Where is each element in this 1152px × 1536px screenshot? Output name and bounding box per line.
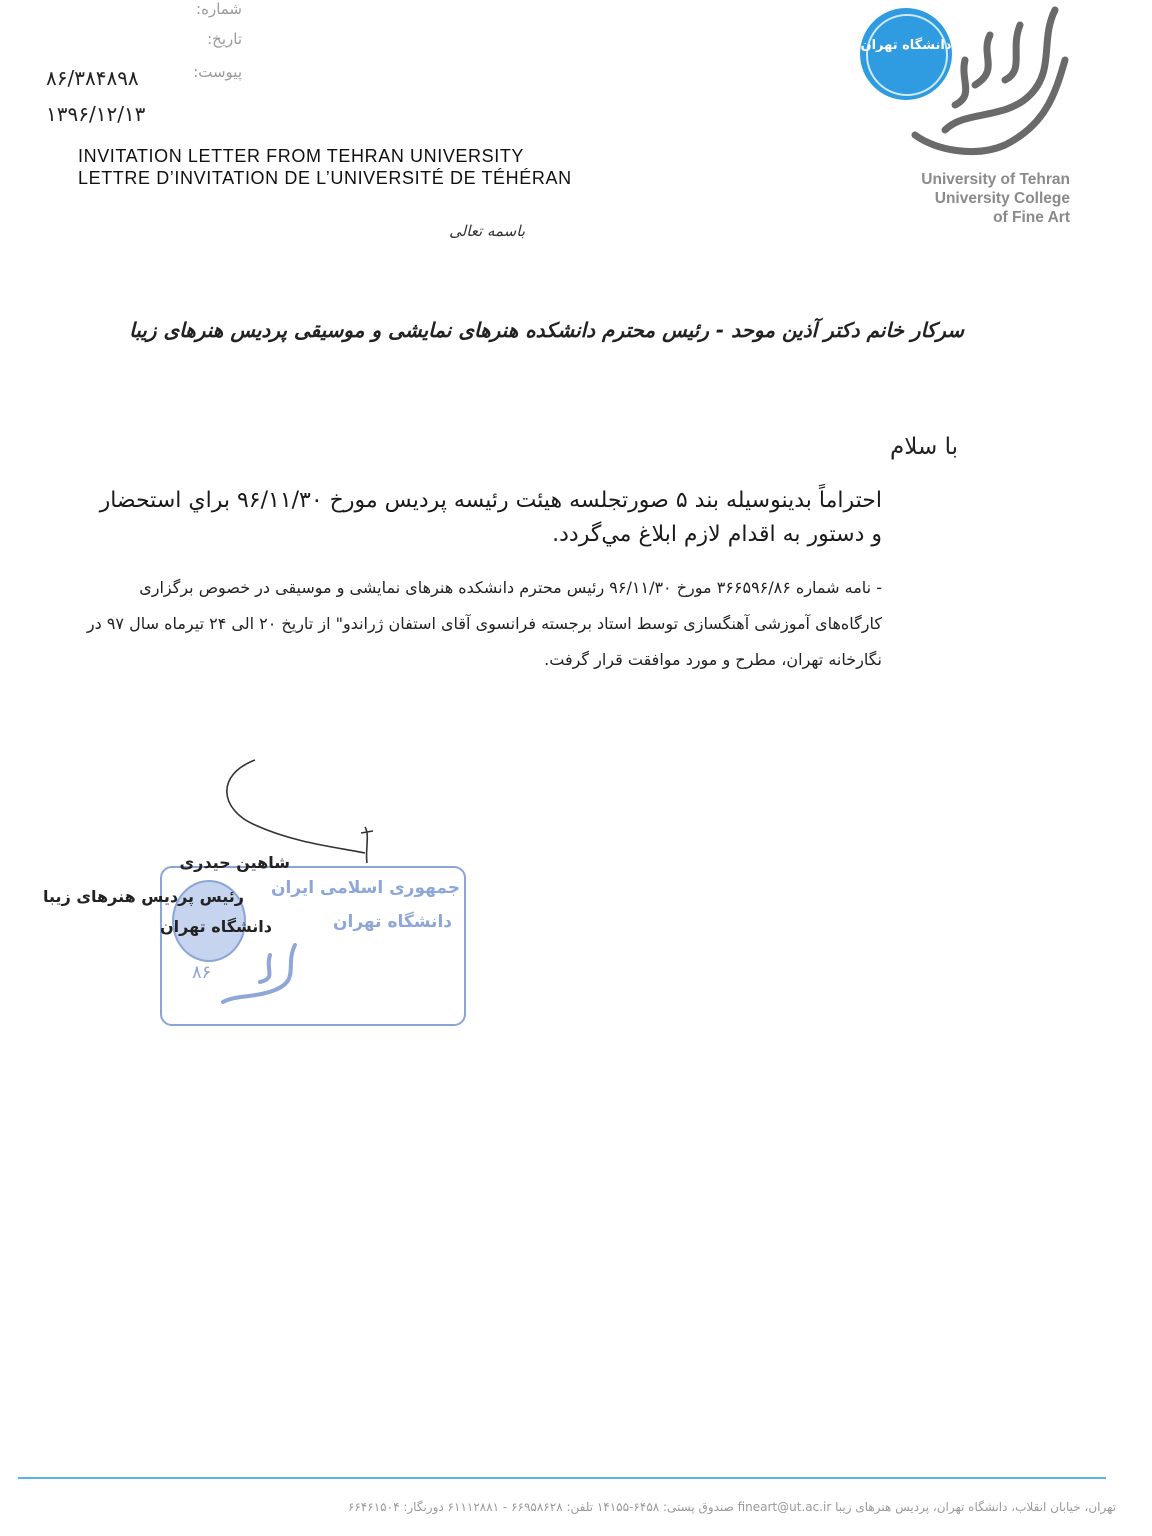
stamp-number: ۸۶ bbox=[192, 962, 212, 983]
university-name-line3: of Fine Art bbox=[993, 209, 1070, 226]
signatory-org: دانشگاه تهران bbox=[160, 917, 272, 936]
university-name-line1: University of Tehran bbox=[921, 171, 1070, 188]
stamp-text-line1: جمهوری اسلامی ایران bbox=[270, 878, 460, 898]
greeting: با سلام bbox=[890, 434, 958, 460]
footer-address: تهران، خیابان انقلاب، دانشگاه تهران، پردیس هنرهای زیبا fineart@ut.ac.ir صندوق پستی: ۶۴۵۸-۱۴۱۵۵ تلفن: ۶۶۹۵۸۶۲۸ - ۶۱۱۱۲۸۸۱ دورنگار: ۶۶۴۶۱۵۰۴ bbox=[347, 1500, 1116, 1514]
stamp-calligraphy-icon bbox=[215, 940, 315, 1010]
fine-arts-calligraphy-logo bbox=[905, 0, 1075, 170]
university-name-line2: University College bbox=[934, 190, 1070, 207]
recipient: سرکار خانم دکتر آذین موحد - رئیس محترم دانشکده هنرهای نمایشی و موسیقی پردیس هنرهای زیبا bbox=[129, 318, 964, 342]
paragraph-detail: - نامه شماره ۳۶۶۵۹۶/۸۶ مورخ ۹۶/۱۱/۳۰ رئیس محترم دانشکده هنرهای نمایشی و موسیقی در خصوص برگزاری کارگاه‌های آموزشی آهنگسازی توسط استاد برجسته فرانسوی آقای استفان ژراندو" از تاریخ ۲۰ الی ۲۴ تیرماه سال ۹۷ در نگارخانه تهران، مطرح و مورد موافقت قرار گرفت. bbox=[86, 578, 882, 669]
handwritten-signature bbox=[215, 755, 385, 865]
letter-date: ۱۳۹۶/۱۲/۱۳ bbox=[46, 102, 146, 126]
number-label: شماره: bbox=[196, 0, 242, 18]
seal-text: دانشگاه تهران bbox=[860, 38, 952, 53]
footer-divider bbox=[18, 1477, 1106, 1479]
signatory-name: شاهین حیدری bbox=[179, 853, 290, 872]
university-name bbox=[921, 170, 1070, 227]
title-french: LETTRE D’INVITATION DE L’UNIVERSITÉ DE TÉHÉRAN bbox=[78, 168, 572, 188]
letter-number: ۸۶/۳۸۴۸۹۸ bbox=[46, 66, 139, 90]
attachment-label: پیوست: bbox=[193, 63, 242, 81]
bismillah: باسمه تعالی bbox=[449, 222, 525, 240]
title-english: INVITATION LETTER FROM TEHRAN UNIVERSITY bbox=[78, 146, 525, 166]
date-label: تاریخ: bbox=[207, 30, 242, 48]
paragraph-main: احتراماً بدینوسیله بند ۵ صورتجلسه هیئت رئیسه پردیس مورخ ۹۶/۱۱/۳۰ براي استحضار و دستور به اقدام لازم ابلاغ مي‌گردد. bbox=[99, 488, 882, 547]
stamp-text-line2: دانشگاه تهران bbox=[333, 912, 452, 932]
signatory-role: رئیس پردیس هنرهای زیبا bbox=[43, 887, 244, 906]
